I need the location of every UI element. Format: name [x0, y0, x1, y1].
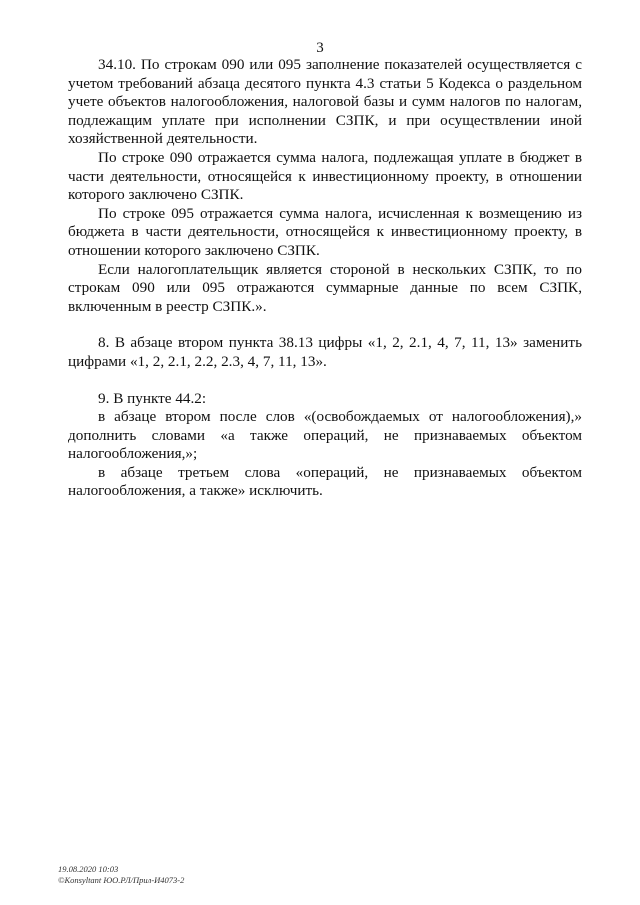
paragraph-34-10: 34.10. По строкам 090 или 095 заполнение показателей осуществляется с учетом требований абзаца десятого пункта 4.3 статьи 5 Кодекса о раздельном учете объектов налогообложения, налоговой базы и сумм налогов по налогам, подлежащим уплате при исполнении СЗПК, и при осуществлении иной хозяйственной деятельности.: [68, 56, 582, 148]
footer-doc-ref: ©Konsyltant ЮО.РЛ/Прил-И4073-2: [58, 875, 185, 885]
paragraph-item-9-third: в абзаце третьем слова «операций, не признаваемых объектом налогообложения, а также» исключить.: [68, 463, 582, 500]
spacer: [68, 372, 582, 390]
paragraph-multiple-szpk: Если налогоплательщик является стороной в нескольких СЗПК, то по строкам 090 или 095 отражаются суммарные данные по всем СЗПК, включенным в реестр СЗПК.».: [68, 260, 582, 315]
paragraph-item-9-heading: 9. В пункте 44.2:: [98, 389, 207, 407]
paragraph-line-095: По строке 095 отражается сумма налога, исчисленная к возмещению из бюджета в части деятельности, относящейся к инвестиционному проекту, в отношении которого заключено СЗПК.: [68, 204, 582, 259]
footer-stamp: [58, 864, 184, 886]
paragraph-item-8: 8. В абзаце втором пункта 38.13 цифры «1, 2, 2.1, 4, 7, 11, 13» заменить цифрами «1, 2, 2.1, 2.2, 2.3, 4, 7, 11, 13».: [68, 334, 582, 370]
paragraph-item-9-second: в абзаце втором после слов «(освобождаемых от налогообложения),» дополнить словами «а также операций, не признаваемых объектом налогообложения,»;: [68, 408, 582, 463]
paragraph-line-090: По строке 090 отражается сумма налога, подлежащая уплате в бюджет в части деятельности, относящейся к инвестиционному проекту, в отношении которого заключено СЗПК.: [68, 148, 582, 204]
footer-date: 19.08.2020 10:03: [58, 864, 119, 874]
document-body: [68, 56, 582, 501]
spacer: [68, 316, 582, 334]
page-number: 3: [316, 40, 324, 56]
